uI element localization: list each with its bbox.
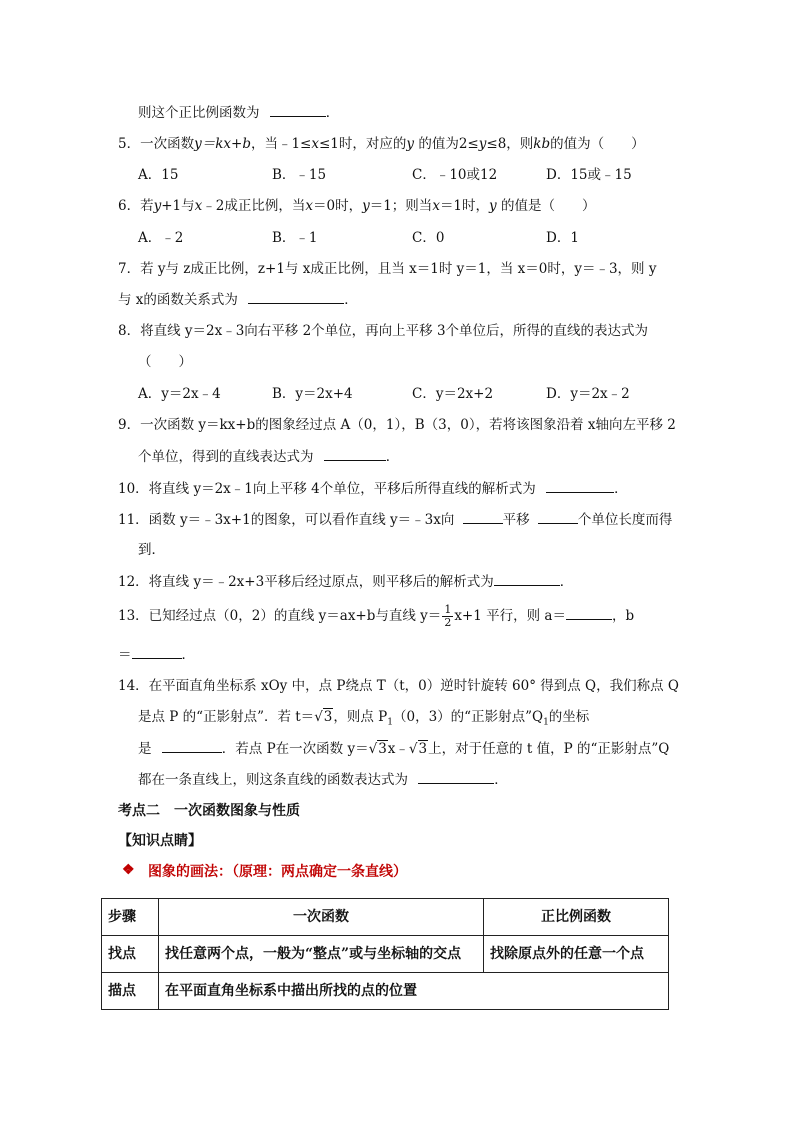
question-5: 5．一次函数y＝kx+b，当﹣1≤x≤1时，对应的y 的值为2≤y≤8，则kb的值为（ ） [118,136,645,152]
question-9-line2: 个单位，得到的直线表达式为 ． [138,446,399,467]
answer-blank[interactable] [538,509,578,524]
answer-blank[interactable] [162,738,222,753]
answer-blank[interactable] [132,644,182,659]
knowledge-table [101,898,669,1010]
q5-option-d[interactable]: D．15或﹣15 [546,167,632,183]
answer-blank[interactable] [418,769,494,784]
table-row [102,936,669,973]
q5-option-c[interactable]: C．﹣10或12 [412,167,498,183]
section-title: 考点二 一次函数图象与性质 [118,803,300,819]
answer-blank[interactable] [546,478,614,493]
question-8-line2: （ ） [138,354,192,370]
q8-option-d[interactable]: D．y＝2x﹣2 [546,386,630,402]
question-7-line1: 7．若 y与 z成正比例，z+1与 x成正比例，且当 x＝1时 y＝1，当 x＝0时，y＝﹣3，则 y [118,261,657,277]
question-6: 6．若y+1与x﹣2成正比例，当x＝0时，y＝1；则当x＝1时，y 的值是（ ） [118,198,596,214]
table-cell: 描点 [102,973,159,1010]
table-cell: 找点 [102,936,159,973]
question-9-line1: 9．一次函数 y＝kx+b的图象经过点 A（0，1），B（3，0），若将该图象沿着 x轴向左平移 2 [118,417,676,433]
question-8-line1: 8．将直线 y＝2x﹣3向右平移 2个单位，再向上平移 3个单位后，所得的直线的表达式为 [118,323,649,339]
question-12: 12．将直线 y＝﹣2x+3平移后经过原点，则平移后的解析式为 ． [118,571,573,592]
question-11-line1: 11．函数 y＝﹣3x+1的图象，可以看作直线 y＝﹣3x向 平移 个单位长度而得 [118,509,672,530]
question-11-line2: 到． [138,542,165,558]
answer-blank[interactable] [270,102,326,117]
table-header-cell: 正比例函数 [484,899,669,936]
table-cell: 找除原点外的任意一个点 [484,936,669,973]
q8-option-c[interactable]: C．y＝2x+2 [412,386,494,402]
q6-option-a[interactable]: A．﹣2 [138,230,184,246]
q5-option-a[interactable]: A．15 [138,167,179,183]
q5-option-b[interactable]: B．﹣15 [272,167,327,183]
question-13-line2: ＝ ． [118,644,195,665]
table-cell: 找任意两个点，一般为“整点”或与坐标轴的交点 [159,936,484,973]
question-14-line3: 是 ．若点 P在一次函数 y＝√3x﹣√3上，对于任意的 t 值，P 的“正影射点”Q [138,738,669,759]
knowledge-tag: 【知识点睛】 [118,833,202,849]
q6-option-d[interactable]: D．1 [546,230,579,246]
table-header-cell: 步骤 [102,899,159,936]
q6-option-b[interactable]: B．﹣1 [272,230,318,246]
section-subtitle: 图象的画法：（原理：两点确定一条直线） [148,864,407,880]
answer-blank[interactable] [494,571,560,586]
question-10: 10．将直线 y＝2x﹣1向上平移 4个单位，平移后所得直线的解析式为 ． [118,478,628,499]
question-14-line2: 是点 P 的“正影射点”．若 t＝√3，则点 $P_1(0$，3）的“正影射点$”Q_1$的坐标 [138,709,590,728]
table-cell: 在平面直角坐标系中描出所找的点的位置 [159,973,669,1010]
question-7-line2: 与 x的函数关系式为 ． [118,289,358,310]
table-header-row [102,899,669,936]
question-14-line1: 14．在平面直角坐标系 xOy 中，点 P绕点 T（t，0）逆时针旋转 60° 得到点 Q，我们称点 Q [118,678,679,694]
answer-blank[interactable] [248,289,344,304]
answer-blank[interactable] [324,446,386,461]
bullet-diamond-icon: ❖ [122,862,135,878]
q8-option-b[interactable]: B．y＝2x+4 [272,386,353,402]
question-14-line4: 都在一条直线上，则这条直线的函数表达式为 ． [138,769,508,790]
fraction-one-half: $\frac{1}{2}$ [444,603,452,629]
q8-option-a[interactable]: A．y＝2x﹣4 [138,386,221,402]
q6-option-c[interactable]: C．0 [412,230,445,246]
answer-blank[interactable] [566,605,612,620]
sqrt-3: √3 [314,709,333,725]
table-row [102,973,669,1010]
table-header-cell: 一次函数 [159,899,484,936]
answer-blank[interactable] [463,509,503,524]
question-13-line1: 13．已知经过点（0，2）的直线 y＝ax+b与直线 y＝ $\frac{1}{2}$ x+1 平行，则 a＝ ，b [118,603,635,629]
q4-tail: 则这个正比例函数为 ． [138,102,339,123]
